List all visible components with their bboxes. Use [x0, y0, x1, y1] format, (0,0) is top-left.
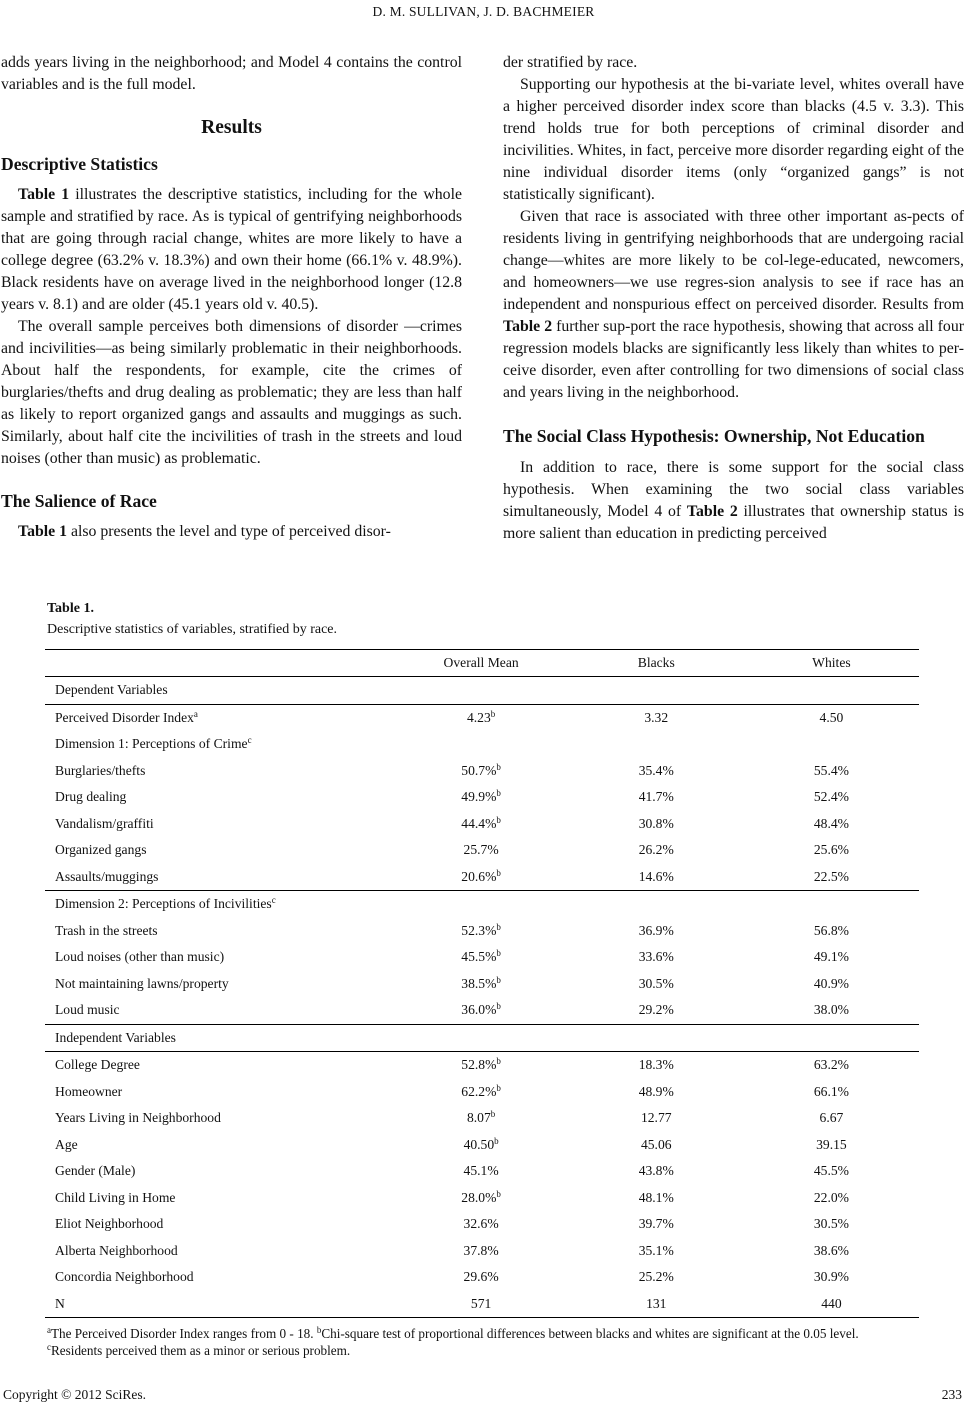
cell-value: 571 [470, 1295, 492, 1311]
cell-blacks: 39.7% [638, 1216, 674, 1232]
cell-overall [394, 758, 569, 785]
cell-overall [394, 1291, 569, 1318]
row-label: Homeowner [55, 1083, 123, 1099]
cell-blacks: 43.8% [638, 1163, 674, 1179]
cell-value: 40.50 [463, 1136, 495, 1152]
cell-blacks: 30.5% [638, 975, 674, 991]
cell-whites: 40.9% [813, 975, 849, 991]
cell-whites: 440 [744, 1291, 919, 1318]
cell-whites: 55.4% [813, 762, 849, 778]
cell-blacks: 41.7% [638, 789, 674, 805]
section-label: Dependent Variables [45, 677, 919, 705]
row-label: Organized gangs [55, 842, 147, 858]
row-label: Trash in the streets [55, 922, 158, 938]
table-row [45, 837, 919, 864]
paragraph-intro: adds years living in the neighborhood; and Model 4 contains the control variables and is the full model. [1, 54, 462, 93]
heading-descriptive-statistics: Descriptive Statistics [1, 154, 158, 174]
subsection-label-text: Dimension 2: Perceptions of Incivilities [55, 896, 272, 912]
row-label: Alberta Neighborhood [55, 1242, 178, 1258]
cell-blacks: 26.2% [638, 842, 674, 858]
row-label: Loud noises (other than music) [55, 949, 225, 965]
paragraph-table1-description [1, 184, 462, 316]
cell-overall [394, 1105, 569, 1132]
row-label [45, 704, 394, 731]
table-caption-text: Descriptive statistics of variables, stratified by race. [47, 622, 338, 637]
footnote-b: Chi-square test of proportional differences between blacks and whites are significant at the 0.05 level. [321, 1326, 859, 1341]
row-label: Burglaries/thefts [55, 762, 146, 778]
paragraph-continued: der stratified by race. [503, 54, 638, 71]
row-label: N [45, 1291, 394, 1318]
row-label: College Degree [55, 1057, 140, 1073]
cell-value: 8.07 [466, 1110, 491, 1126]
cell-overall [394, 1185, 569, 1212]
footnote-line-2 [47, 1342, 947, 1359]
footnote-marker: c [271, 895, 276, 906]
footnote-marker: b [496, 867, 501, 878]
row-label: Child Living in Home [55, 1189, 176, 1205]
footnote-marker: a [193, 708, 198, 719]
cell-whites: 38.0% [813, 1002, 849, 1018]
section-label: Independent Variables [45, 1024, 919, 1052]
paragraph-text: illustrates that ownership status is more salient than education in predicting perceived [503, 503, 964, 542]
cell-value: 28.0% [461, 1189, 497, 1205]
subsection-row-incivilities [45, 891, 919, 918]
row-label: Loud music [55, 1002, 120, 1018]
table-caption [47, 598, 337, 640]
cell-overall [394, 1052, 569, 1079]
table-row [45, 1185, 919, 1212]
cell-blacks: 48.1% [638, 1189, 674, 1205]
cell-whites: 22.0% [813, 1189, 849, 1205]
cell-value: 36.0% [461, 1002, 497, 1018]
cell-whites: 63.2% [813, 1057, 849, 1073]
footnote-marker: b [496, 1001, 501, 1012]
table-row [45, 864, 919, 891]
cell-blacks: 131 [569, 1291, 744, 1318]
cell-overall [394, 1079, 569, 1106]
footnote-marker: b [496, 788, 501, 799]
cell-overall [394, 1158, 569, 1185]
cell-value: 49.9% [461, 789, 497, 805]
cell-value: 50.7% [461, 762, 497, 778]
table-row [45, 944, 919, 971]
footnote-marker: a [47, 1325, 51, 1335]
descriptive-statistics-table [45, 649, 919, 1318]
left-column [1, 52, 462, 543]
footnote-marker: b [496, 974, 501, 985]
cell-overall [394, 837, 569, 864]
table-ref[interactable]: Table 1 [18, 523, 68, 540]
table-ref[interactable]: Table 2 [686, 503, 738, 520]
table-row [45, 758, 919, 785]
paragraph-salience [1, 521, 462, 543]
subsection-label [45, 891, 919, 918]
row-label: Assaults/muggings [55, 868, 159, 884]
cell-overall [394, 811, 569, 838]
cell-overall [394, 704, 569, 731]
cell-blacks: 35.4% [638, 762, 674, 778]
table-row [45, 1105, 919, 1132]
subsection-row-crime [45, 731, 919, 758]
footnote-marker: b [496, 1082, 501, 1093]
paragraph-regression [503, 206, 964, 404]
footnote-marker: b [496, 948, 501, 959]
cell-value: 37.8% [463, 1242, 499, 1258]
cell-value: 62.2% [461, 1083, 497, 1099]
heading-social-class: The Social Class Hypothesis: Ownership, Not Education [503, 426, 925, 446]
footnote-marker: b [316, 1325, 322, 1335]
cell-whites: 49.1% [813, 949, 849, 965]
cell-blacks: 33.6% [638, 949, 674, 965]
cell-overall [394, 997, 569, 1024]
table-row [45, 1264, 919, 1291]
footnote-c: Residents perceived them as a minor or serious problem. [51, 1343, 351, 1358]
footnote-marker: b [490, 1109, 496, 1120]
table-row [45, 811, 919, 838]
cell-blacks: 35.1% [638, 1242, 674, 1258]
table-footnotes [47, 1325, 947, 1359]
table-row-disorder-index [45, 704, 919, 731]
table-row [45, 1238, 919, 1265]
column-header-variable [45, 650, 394, 677]
cell-value: 45.5% [461, 949, 497, 965]
cell-blacks: 29.2% [638, 1002, 674, 1018]
cell-whites: 30.9% [813, 1269, 849, 1285]
heading-results: Results [201, 117, 262, 138]
paragraph-text: further sup-port the race hypothesis, showing that across all four regression models blacks are significantly less likely than whites to per-ceive disorder, even after controlling for two dimensions of social class and years living in the neighborhood. [503, 318, 964, 401]
paragraph-text: also presents the level and type of perceived disor- [67, 523, 391, 540]
cell-whites: 25.6% [813, 842, 849, 858]
table-ref[interactable]: Table 1 [18, 186, 70, 203]
cell-blacks: 25.2% [638, 1269, 674, 1285]
cell-value: 44.4% [461, 815, 497, 831]
cell-whites: 22.5% [813, 868, 849, 884]
cell-value: 20.6% [461, 868, 497, 884]
cell-blacks: 18.3% [638, 1057, 674, 1073]
subsection-label [45, 731, 919, 758]
cell-blacks: 48.9% [638, 1083, 674, 1099]
paragraph-text: illustrates the descriptive statistics, including for the whole sample and stratified by race. As is typical of gentrifying neighborhoods that are going through racial change, whites are more likely to have a college degree (63.2% v. 18.3%) and own their home (66.1% v. 48.9%). Black residents have on average lived in the neighborhood longer (12.8 years v. 8.1) and are older (45.1 years old v. 40.5). [1, 186, 462, 313]
cell-value: 4.23 [466, 709, 491, 725]
cell-blacks: 12.77 [640, 1110, 672, 1126]
row-label: Eliot Neighborhood [55, 1216, 164, 1232]
footnote-a: The Perceived Disorder Index ranges from 0 - 18. [51, 1326, 317, 1341]
footnote-marker: b [496, 761, 501, 772]
running-head: D. M. SULLIVAN, J. D. BACHMEIER [372, 4, 595, 19]
row-label: Vandalism/graffiti [55, 815, 154, 831]
row-label-text: Perceived Disorder Index [55, 709, 194, 725]
table-row [45, 1132, 919, 1159]
table-row [45, 918, 919, 945]
cell-whites: 66.1% [813, 1083, 849, 1099]
column-header-overall: Overall Mean [394, 650, 569, 677]
row-label: Concordia Neighborhood [55, 1269, 194, 1285]
cell-blacks: 36.9% [638, 922, 674, 938]
footnote-marker: b [496, 921, 501, 932]
cell-overall [394, 944, 569, 971]
paragraph-social-class [503, 457, 964, 545]
cell-overall [394, 1238, 569, 1265]
paragraph-text: In addition to race, there is some support for the social class hypothesis. When examining the two social class variables simultaneously, Model 4 of [503, 459, 964, 520]
cell-overall [394, 864, 569, 891]
cell-blacks: 14.6% [638, 868, 674, 884]
row-label: Gender (Male) [55, 1163, 136, 1179]
footnote-marker: b [496, 814, 501, 825]
cell-whites: 48.4% [813, 815, 849, 831]
cell-whites: 4.50 [819, 709, 844, 725]
cell-overall [394, 784, 569, 811]
table-row [45, 1211, 919, 1238]
cell-overall [394, 1132, 569, 1159]
table-label: Table 1. [47, 601, 94, 616]
table-row [45, 997, 919, 1024]
right-column [503, 52, 964, 545]
footnote-line-1 [47, 1325, 947, 1342]
cell-value: 52.8% [461, 1057, 497, 1073]
cell-whites: 45.5% [813, 1163, 849, 1179]
table-row [45, 784, 919, 811]
cell-blacks: 3.32 [644, 709, 669, 725]
table-row [45, 1291, 919, 1318]
cell-overall [394, 971, 569, 998]
paragraph-disorder-dimensions: The overall sample perceives both dimensions of disorder —crimes and incivilities—as being similarly problematic in their neighborhoods. About half the respondents, for example, cite the crimes of burglaries/thefts and drug dealing as problematic; they are less than half as likely to report organized gangs and assaults and muggings as such. Similarly, about half cite the incivilities of trash in the streets and loud noises (other than music) as problematic. [1, 318, 462, 467]
cell-whites: 39.15 [816, 1136, 847, 1152]
subsection-label-text: Dimension 1: Perceptions of Crime [55, 736, 248, 752]
cell-blacks: 45.06 [640, 1136, 672, 1152]
row-label: Years Living in Neighborhood [55, 1110, 221, 1126]
heading-salience-of-race: The Salience of Race [1, 491, 157, 511]
cell-overall [394, 918, 569, 945]
footnote-marker: c [247, 735, 252, 746]
cell-whites: 52.4% [813, 789, 849, 805]
cell-value: 52.3% [461, 922, 497, 938]
page-number: 233 [941, 1387, 962, 1402]
footnote-marker: b [490, 708, 496, 719]
cell-overall [394, 1264, 569, 1291]
table-header-row [45, 650, 919, 677]
cell-blacks: 30.8% [638, 815, 674, 831]
cell-value: 38.5% [461, 975, 497, 991]
section-row-dependent [45, 677, 919, 705]
cell-whites: 56.8% [813, 922, 849, 938]
paragraph-text: Given that race is associated with three other important as-pects of residents living in gentrifying neighborhoods that are undergoing racial change—whites are more likely to be col-lege-educated, newcomers, and homeowners—we use regres-sion analysis to see if race has an independent and nonspurious effect on perceived disorder. Results from [503, 208, 964, 313]
column-header-whites: Whites [744, 650, 919, 677]
table-row [45, 1052, 919, 1079]
cell-value: 25.7% [463, 842, 499, 858]
cell-value: 32.6% [463, 1216, 499, 1232]
cell-value: 45.1% [463, 1163, 499, 1179]
footnote-marker: b [496, 1056, 501, 1067]
copyright: Copyright © 2012 SciRes. [3, 1387, 147, 1402]
column-header-blacks: Blacks [569, 650, 744, 677]
row-label: Drug dealing [55, 789, 127, 805]
table-row [45, 1079, 919, 1106]
row-label: Not maintaining lawns/property [55, 975, 229, 991]
cell-whites: 6.67 [819, 1110, 844, 1126]
table-ref[interactable]: Table 2 [503, 318, 553, 335]
cell-value: 29.6% [463, 1269, 499, 1285]
footnote-marker: c [47, 1342, 51, 1352]
cell-overall [394, 1211, 569, 1238]
paragraph-bivariate: Supporting our hypothesis at the bi-variate level, whites overall have a higher perceived disorder index score than blacks (4.5 v. 3.3). This trend holds true for both perceptions of criminal disorder and incivilities. Whites, in fact, perceive more disorder regarding eight of the nine individual disorder items (only “organized gangs” is not statistically significant). [503, 76, 964, 203]
footnote-marker: b [494, 1135, 499, 1146]
section-row-independent [45, 1024, 919, 1052]
cell-whites: 30.5% [813, 1216, 849, 1232]
table-row [45, 1158, 919, 1185]
footnote-marker: b [496, 1188, 501, 1199]
cell-whites: 38.6% [813, 1242, 849, 1258]
table-row [45, 971, 919, 998]
row-label: Age [55, 1136, 78, 1152]
